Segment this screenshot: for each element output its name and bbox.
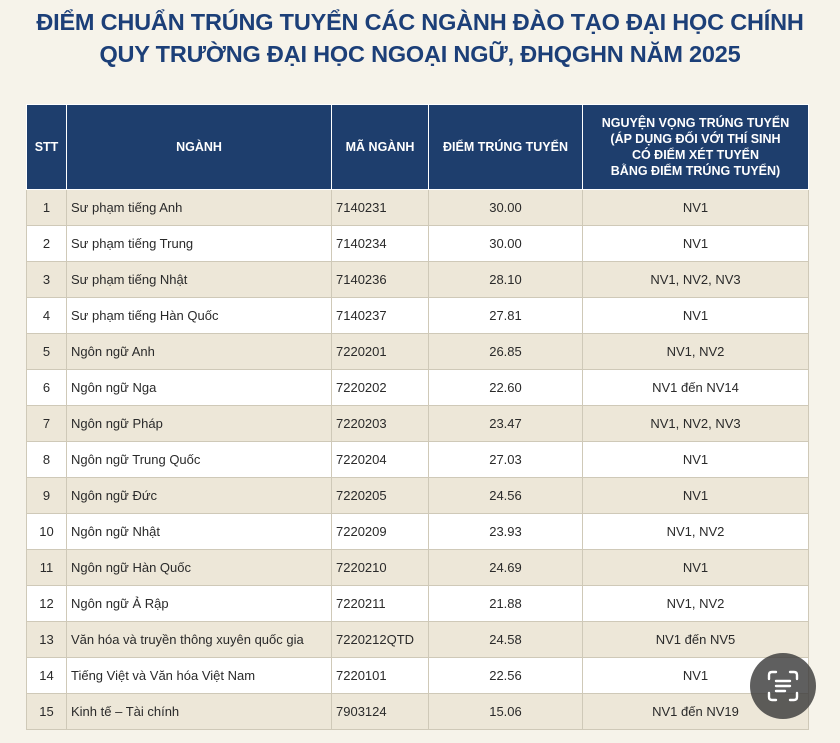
cell-ma-nganh: 7220209 xyxy=(332,514,429,550)
cell-ma-nganh: 7140236 xyxy=(332,262,429,298)
table-row xyxy=(27,262,809,298)
title-line-1: ĐIỂM CHUẨN TRÚNG TUYỂN CÁC NGÀNH ĐÀO TẠO ĐẠI HỌC CHÍNH xyxy=(36,9,804,35)
cell-nganh: Kinh tế – Tài chính xyxy=(67,694,332,730)
table-row xyxy=(27,226,809,262)
cell-nganh: Ngôn ngữ Pháp xyxy=(67,406,332,442)
cell-stt: 8 xyxy=(27,442,67,478)
cell-diem: 30.00 xyxy=(429,190,583,226)
header-nganh: NGÀNH xyxy=(67,105,332,190)
table-row xyxy=(27,550,809,586)
cell-nguyen-vong: NV1 xyxy=(583,226,809,262)
cell-stt: 15 xyxy=(27,694,67,730)
table-body xyxy=(27,190,809,730)
header-nv-line-4: BẰNG ĐIỂM TRÚNG TUYỂN) xyxy=(610,164,781,178)
cell-ma-nganh: 7220210 xyxy=(332,550,429,586)
cell-diem: 28.10 xyxy=(429,262,583,298)
cell-ma-nganh: 7220101 xyxy=(332,658,429,694)
cell-diem: 30.00 xyxy=(429,226,583,262)
cell-nguyen-vong: NV1 xyxy=(583,190,809,226)
cell-stt: 13 xyxy=(27,622,67,658)
cell-nganh: Tiếng Việt và Văn hóa Việt Nam xyxy=(67,658,332,694)
admission-scores-table xyxy=(26,104,809,730)
text-scan-button[interactable] xyxy=(750,653,816,719)
cell-nganh: Ngôn ngữ Hàn Quốc xyxy=(67,550,332,586)
cell-stt: 10 xyxy=(27,514,67,550)
cell-nganh: Ngôn ngữ Nhật xyxy=(67,514,332,550)
table-row xyxy=(27,442,809,478)
header-nv-line-2: (ÁP DỤNG ĐỐI VỚI THÍ SINH xyxy=(610,132,781,146)
cell-ma-nganh: 7140231 xyxy=(332,190,429,226)
cell-stt: 7 xyxy=(27,406,67,442)
cell-nguyen-vong: NV1 đến NV5 xyxy=(583,622,809,658)
header-stt: STT xyxy=(27,105,67,190)
cell-stt: 9 xyxy=(27,478,67,514)
cell-stt: 5 xyxy=(27,334,67,370)
cell-stt: 11 xyxy=(27,550,67,586)
cell-nguyen-vong: NV1, NV2 xyxy=(583,334,809,370)
cell-ma-nganh: 7220204 xyxy=(332,442,429,478)
table-row xyxy=(27,658,809,694)
cell-nganh: Ngôn ngữ Nga xyxy=(67,370,332,406)
table-row xyxy=(27,190,809,226)
cell-nguyen-vong: NV1 xyxy=(583,478,809,514)
table-header-row xyxy=(27,105,809,190)
table-row xyxy=(27,586,809,622)
cell-nganh: Ngôn ngữ Ả Rập xyxy=(67,586,332,622)
cell-stt: 1 xyxy=(27,190,67,226)
cell-diem: 22.60 xyxy=(429,370,583,406)
cell-nguyen-vong: NV1 xyxy=(583,550,809,586)
cell-nganh: Sư phạm tiếng Hàn Quốc xyxy=(67,298,332,334)
cell-diem: 26.85 xyxy=(429,334,583,370)
cell-nguyen-vong: NV1, NV2, NV3 xyxy=(583,406,809,442)
cell-stt: 14 xyxy=(27,658,67,694)
cell-nganh: Ngôn ngữ Đức xyxy=(67,478,332,514)
cell-diem: 22.56 xyxy=(429,658,583,694)
cell-nguyen-vong: NV1 đến NV19 xyxy=(583,694,809,730)
cell-stt: 6 xyxy=(27,370,67,406)
text-scan-icon xyxy=(766,669,800,703)
table-row xyxy=(27,694,809,730)
cell-ma-nganh: 7220202 xyxy=(332,370,429,406)
cell-nganh: Sư phạm tiếng Trung xyxy=(67,226,332,262)
cell-nguyen-vong: NV1 xyxy=(583,298,809,334)
cell-diem: 24.58 xyxy=(429,622,583,658)
cell-ma-nganh: 7140234 xyxy=(332,226,429,262)
cell-nganh: Ngôn ngữ Anh xyxy=(67,334,332,370)
cell-stt: 12 xyxy=(27,586,67,622)
table-row xyxy=(27,298,809,334)
table-row xyxy=(27,478,809,514)
cell-nguyen-vong: NV1, NV2 xyxy=(583,586,809,622)
cell-nguyen-vong: NV1, NV2 xyxy=(583,514,809,550)
cell-nganh: Văn hóa và truyền thông xuyên quốc gia xyxy=(67,622,332,658)
cell-nguyen-vong: NV1 xyxy=(583,658,809,694)
cell-stt: 4 xyxy=(27,298,67,334)
cell-ma-nganh: 7220211 xyxy=(332,586,429,622)
table-row xyxy=(27,370,809,406)
header-nv-line-3: CÓ ĐIỂM XÉT TUYỂN xyxy=(631,148,760,162)
cell-diem: 23.47 xyxy=(429,406,583,442)
cell-diem: 27.03 xyxy=(429,442,583,478)
cell-ma-nganh: 7903124 xyxy=(332,694,429,730)
cell-diem: 24.69 xyxy=(429,550,583,586)
cell-nguyen-vong: NV1 xyxy=(583,442,809,478)
cell-diem: 21.88 xyxy=(429,586,583,622)
header-diem-trung-tuyen: ĐIỂM TRÚNG TUYỂN xyxy=(429,105,583,190)
cell-ma-nganh: 7140237 xyxy=(332,298,429,334)
cell-ma-nganh: 7220212QTD xyxy=(332,622,429,658)
cell-diem: 27.81 xyxy=(429,298,583,334)
cell-ma-nganh: 7220203 xyxy=(332,406,429,442)
cell-stt: 3 xyxy=(27,262,67,298)
header-ma-nganh: MÃ NGÀNH xyxy=(332,105,429,190)
title-line-2: QUY TRƯỜNG ĐẠI HỌC NGOẠI NGỮ, ĐHQGHN NĂM 2025 xyxy=(99,41,741,67)
cell-nguyen-vong: NV1, NV2, NV3 xyxy=(583,262,809,298)
page-title xyxy=(0,6,840,70)
cell-diem: 24.56 xyxy=(429,478,583,514)
cell-nguyen-vong: NV1 đến NV14 xyxy=(583,370,809,406)
cell-diem: 15.06 xyxy=(429,694,583,730)
table-row xyxy=(27,406,809,442)
cell-stt: 2 xyxy=(27,226,67,262)
cell-ma-nganh: 7220205 xyxy=(332,478,429,514)
table-row xyxy=(27,622,809,658)
cell-nganh: Sư phạm tiếng Nhật xyxy=(67,262,332,298)
header-nv-line-1: NGUYỆN VỌNG TRÚNG TUYỂN xyxy=(601,116,790,130)
cell-nganh: Ngôn ngữ Trung Quốc xyxy=(67,442,332,478)
cell-ma-nganh: 7220201 xyxy=(332,334,429,370)
cell-nganh: Sư phạm tiếng Anh xyxy=(67,190,332,226)
table-row xyxy=(27,514,809,550)
cell-diem: 23.93 xyxy=(429,514,583,550)
table-row xyxy=(27,334,809,370)
header-nguyen-vong xyxy=(583,105,809,190)
